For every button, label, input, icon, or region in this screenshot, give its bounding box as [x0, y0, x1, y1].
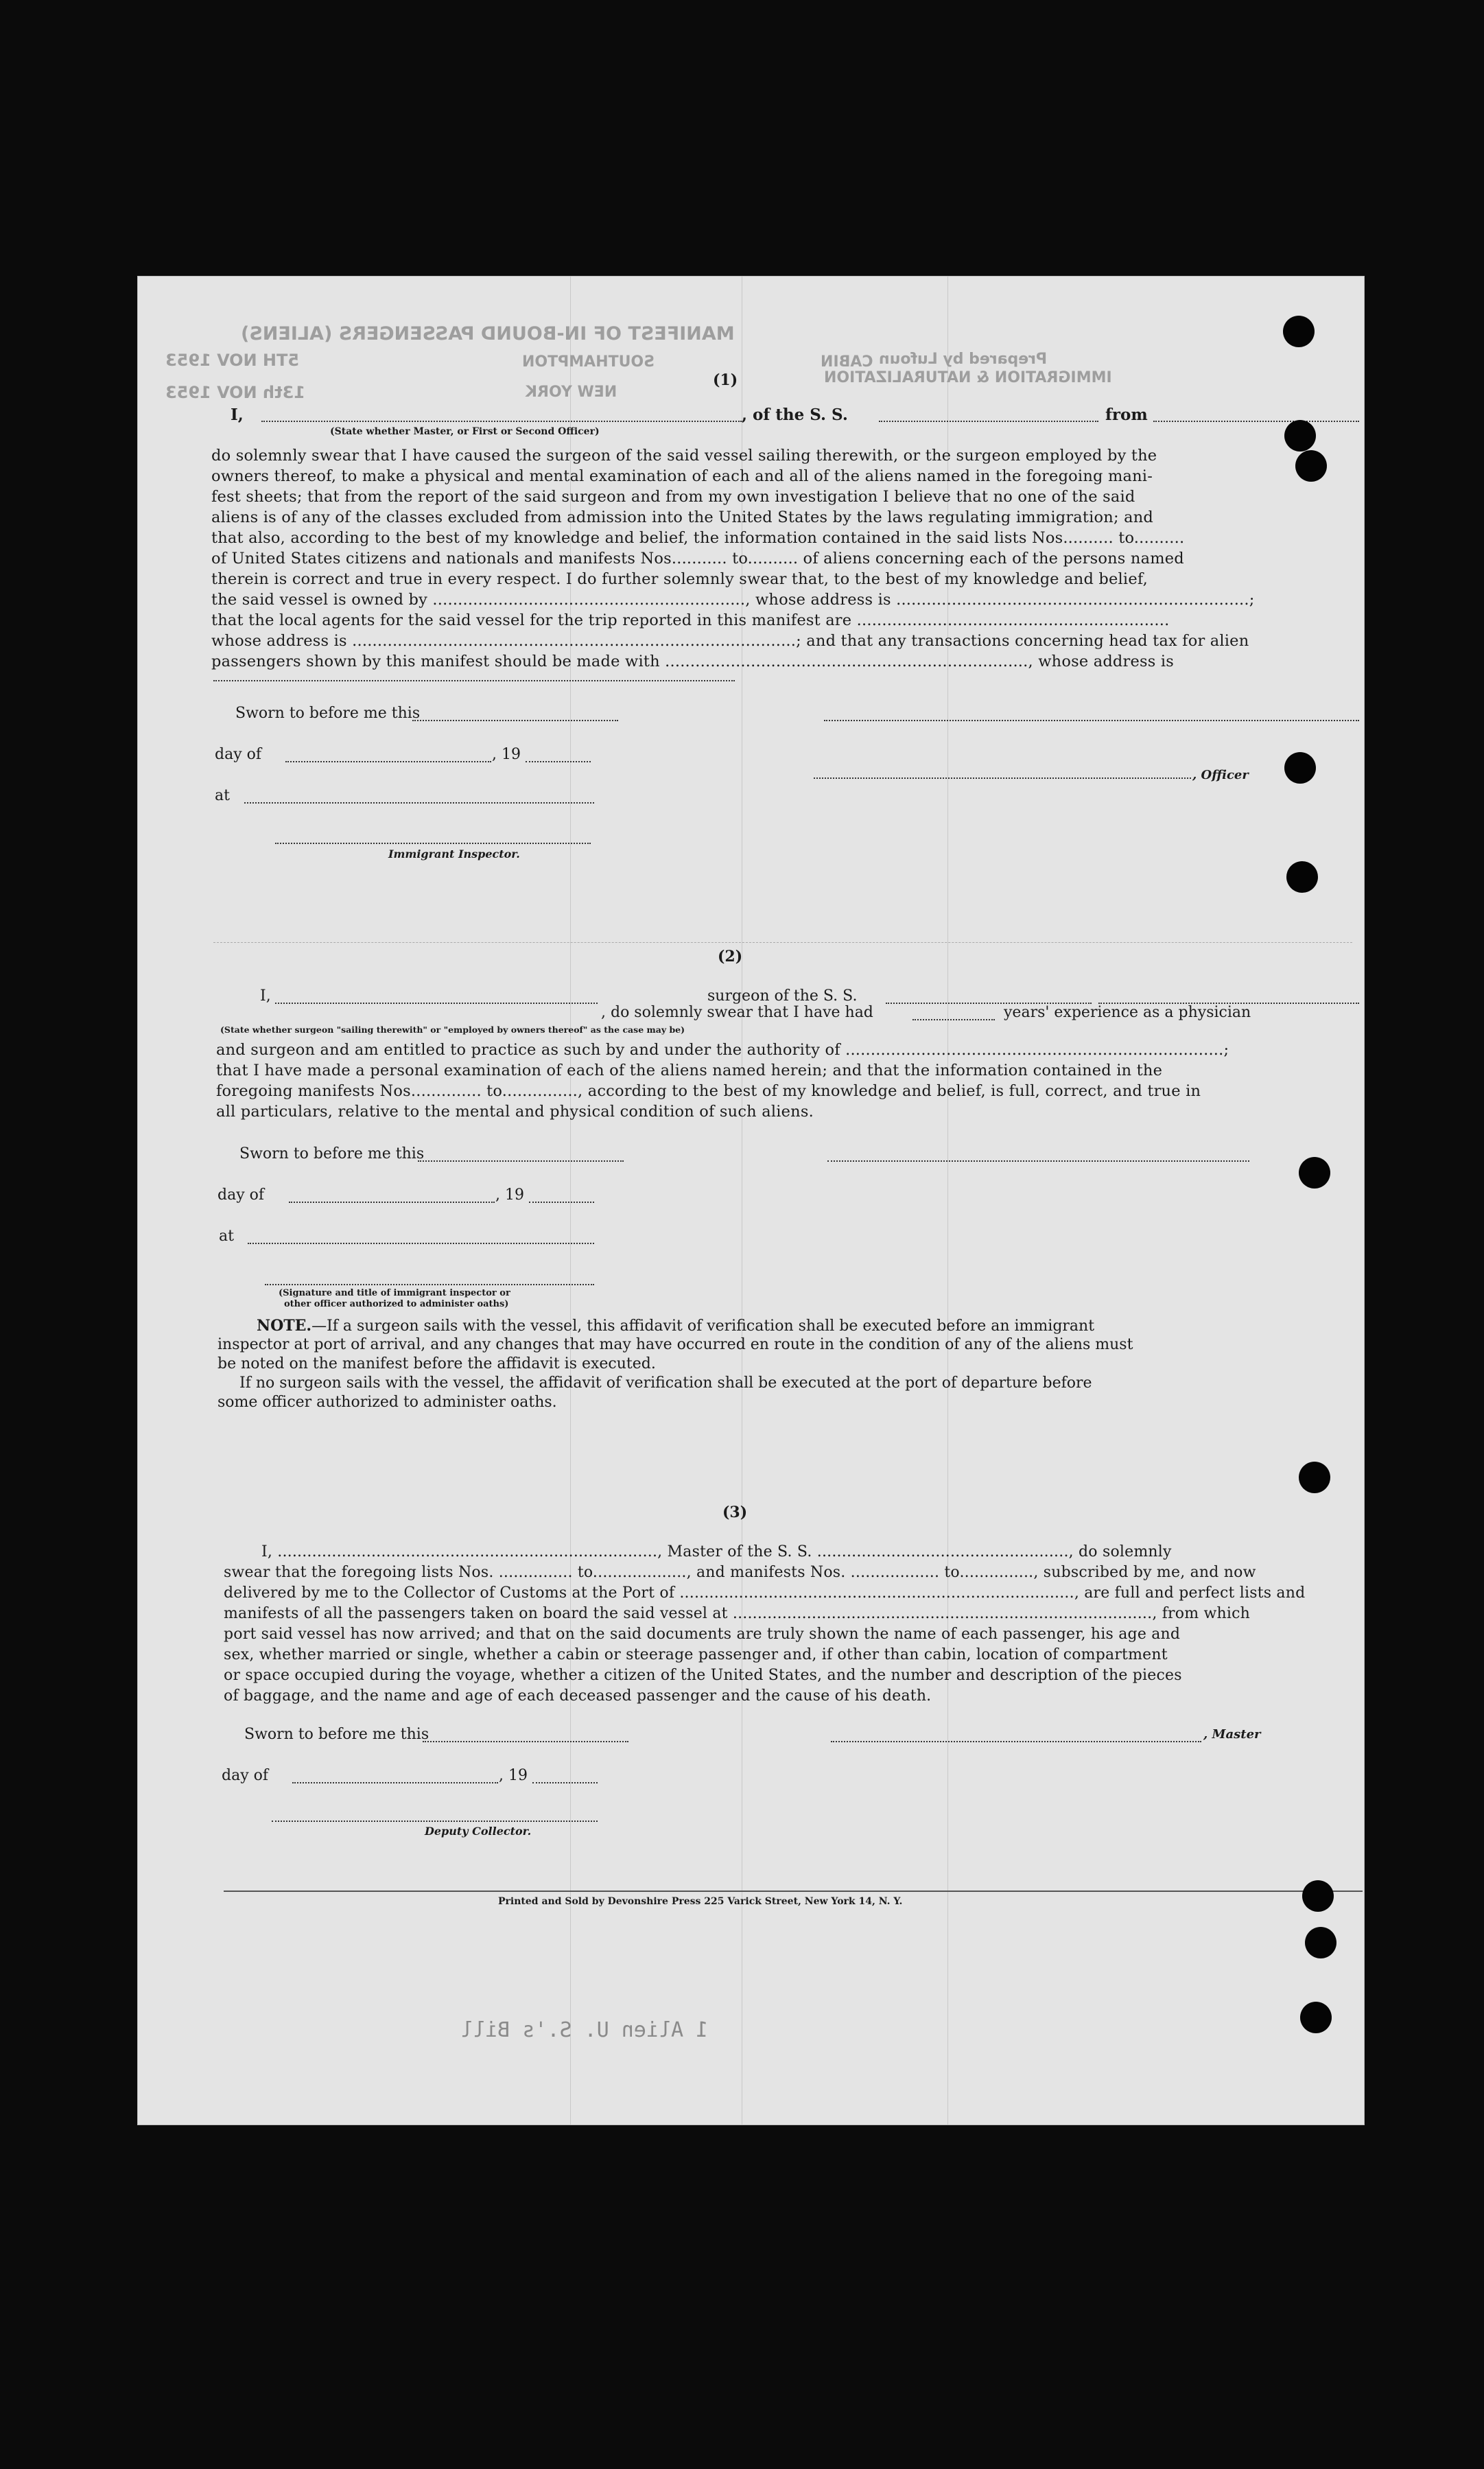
s1-officer: , Officer	[1192, 768, 1249, 782]
mirror-title: MANIFEST OF IN-BOUND PASSENGERS (ALIENS)	[241, 323, 735, 344]
s2-line-4: all particulars, relative to the mental and physical condition of such aliens.	[216, 1103, 814, 1121]
s2-line-1: and surgeon and am entitled to practice as such by and under the authority of ...........................................................................;	[216, 1041, 1229, 1059]
s3-year: , 19	[499, 1767, 528, 1784]
s3-line-6: sex, whether married or single, whether a cabin or steerage passenger and, if other than cabin, location of compartment	[224, 1646, 1168, 1663]
s2-years: years' experience as a physician	[1004, 1004, 1251, 1021]
binder-hole	[1302, 1880, 1334, 1912]
bottom-faint-text: 1 Alien U. S.'s Bill	[460, 2018, 709, 2042]
s1-sworn: Sworn to before me this	[235, 705, 421, 722]
s2-line-2: that I have made a personal examination of each of the aliens named herein; and that the information contained in the	[216, 1062, 1163, 1079]
s1-line-5: that also, according to the best of my knowledge and belief, the information contained in the said lists Nos.......... to..........	[211, 529, 1185, 547]
binder-hole	[1286, 861, 1318, 893]
s1-line-7: therein is correct and true in every respect. I do further solemnly swear that, to the best of my knowledge and belief,	[211, 570, 1148, 588]
s1-line-6: of United States citizens and nationals and manifests Nos........... to.......... of aliens concerning each of the persons named	[211, 550, 1184, 567]
s1-line-3: fest sheets; that from the report of the said surgeon and from my own investigation I believe that no one of the said	[211, 488, 1135, 506]
note-line-1: —If a surgeon sails with the vessel, this affidavit of verification shall be executed before an immigrant	[311, 1318, 1095, 1335]
s3-line-4: manifests of all the passengers taken on board the said vessel at ....................................................................................., from which	[224, 1605, 1250, 1622]
s2-swear: , do solemnly swear that I have had	[601, 1004, 873, 1021]
mirror-date2: 13th NOV 1953	[165, 383, 305, 402]
s1-line-4: aliens is of any of the classes excluded from admission into the United States by the laws regulating immigration; and	[211, 508, 1154, 526]
binder-hole	[1299, 1462, 1330, 1493]
s3-sworn: Sworn to before me this	[244, 1726, 429, 1743]
binder-hole	[1299, 1157, 1330, 1189]
section-2-number: (2)	[718, 948, 743, 966]
s2-caption: (State whether surgeon "sailing therewith" or "employed by owners thereof" as the case may be)	[220, 1025, 685, 1035]
s3-line-7: or space occupied during the voyage, whether a citizen of the United States, and the number and description of the pieces	[224, 1667, 1182, 1684]
mirror-port: NEW YORK	[526, 384, 617, 401]
s2-line-3: foregoing manifests Nos.............. to..............., according to the best of my knowledge and belief, is full, correct, and true in	[216, 1082, 1201, 1100]
section-1-caption: (State whether Master, or First or Second Officer)	[330, 426, 600, 437]
binder-hole	[1300, 2002, 1332, 2033]
binder-hole	[1295, 450, 1327, 482]
s3-line-8: of baggage, and the name and age of each deceased passenger and the cause of his death.	[224, 1687, 932, 1705]
s1-line-10: whose address is ........................................................................................; and that any transactions concerning head tax for alien	[211, 632, 1249, 650]
mirror-date1: 5TH NOV 1953	[165, 351, 300, 370]
s2-sig-caption-2: other officer authorized to administer oaths)	[284, 1299, 509, 1309]
s1-inspector: Immigrant Inspector.	[388, 847, 520, 861]
binder-hole	[1284, 420, 1316, 452]
s1-line-8: the said vessel is owned by .............................................................., whose address is ......................................................................;	[211, 591, 1255, 609]
section-1-i: I,	[231, 406, 244, 424]
s2-sworn: Sworn to before me this	[239, 1145, 425, 1162]
note-line-5: some officer authorized to administer oaths.	[217, 1394, 557, 1411]
section-1-of-ss: , of the S. S.	[742, 406, 848, 424]
s3-day-of: day of	[222, 1767, 269, 1784]
s2-year: , 19	[495, 1186, 524, 1204]
s3-collector: Deputy Collector.	[425, 1825, 532, 1838]
footer-imprint: Printed and Sold by Devonshire Press 225 Varick Street, New York 14, N. Y.	[498, 1896, 903, 1907]
note-line-3: be noted on the manifest before the affidavit is executed.	[217, 1355, 656, 1372]
s3-line-2: swear that the foregoing lists Nos. ............... to..................., and manifests Nos. .................. to..............., subscribed by me, and now	[224, 1564, 1256, 1581]
s3-line-3: delivered by me to the Collector of Customs at the Port of ................................................................................, are full and perfect lists and	[224, 1584, 1306, 1602]
mirror-from: SOUTHAMPTON	[522, 353, 655, 371]
s3-line-5: port said vessel has now arrived; and that on the said documents are truly shown the name of each passenger, his age and	[224, 1626, 1181, 1643]
binder-hole	[1283, 316, 1315, 347]
manifest-page	[137, 276, 1365, 2125]
s2-surgeon: surgeon of the S. S.	[707, 987, 858, 1005]
note-line-2: inspector at port of arrival, and any changes that may have occurred en route in the condition of any of the aliens must	[217, 1336, 1133, 1353]
mirror-class: CABIN	[821, 353, 873, 371]
s1-year: , 19	[492, 746, 521, 763]
binder-hole	[1305, 1927, 1336, 1958]
s1-line-11: passengers shown by this manifest should be made with ........................................................................, whose address is	[211, 653, 1174, 670]
mirror-agency: IMMIGRATION & NATURALIZATION	[824, 369, 1112, 386]
s3-line-1: I, ............................................................................., Master of the S. S. ..................................................., do solemnly	[261, 1543, 1172, 1560]
s1-line-2: owners thereof, to make a physical and mental examination of each and all of the aliens named in the foregoing mani-	[211, 467, 1153, 485]
s2-i: I,	[260, 987, 271, 1005]
s2-day-of: day of	[217, 1186, 265, 1204]
s1-at: at	[215, 787, 230, 804]
section-1-from: from	[1105, 406, 1148, 424]
s1-day-of: day of	[215, 746, 262, 763]
binder-hole	[1284, 752, 1316, 784]
s2-sig-caption-1: (Signature and title of immigrant inspector or	[279, 1288, 510, 1298]
mirror-stamp: Prepared by Lufoun	[879, 351, 1048, 368]
section-1-number: (1)	[713, 371, 738, 389]
s1-line-1: do solemnly swear that I have caused the surgeon of the said vessel sailing therewith, or the surgeon employed by the	[211, 447, 1157, 465]
note-line-4: If no surgeon sails with the vessel, the affidavit of verification shall be executed at the port of departure before	[239, 1374, 1092, 1392]
s3-master: , Master	[1203, 1727, 1261, 1742]
section-3-number: (3)	[722, 1503, 748, 1521]
note-label: NOTE.	[257, 1317, 312, 1335]
s2-at: at	[219, 1228, 234, 1245]
s1-line-9: that the local agents for the said vessel for the trip reported in this manifest are ..............................................................	[211, 611, 1170, 629]
